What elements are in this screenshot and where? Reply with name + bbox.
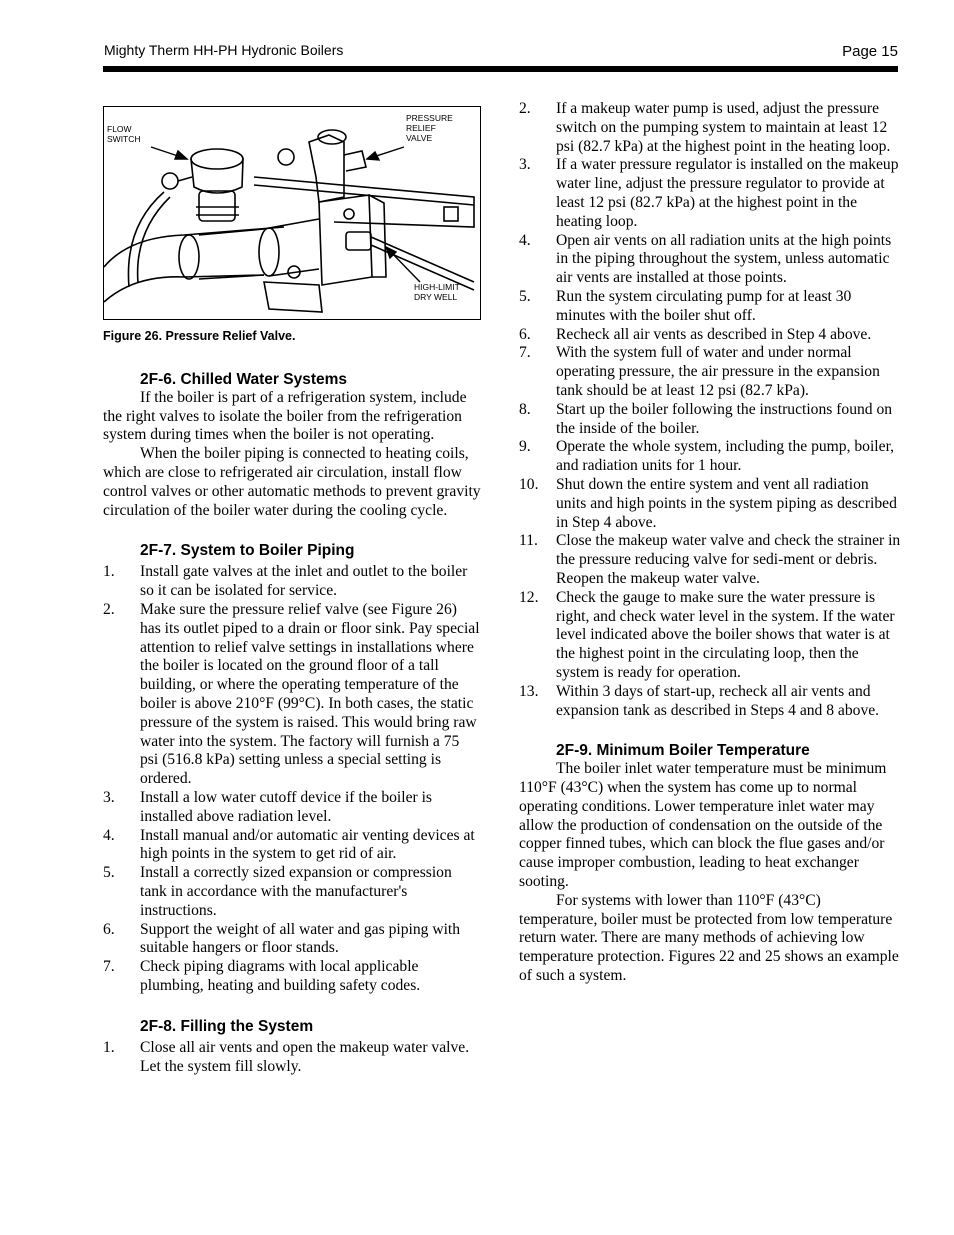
list-item: 12. Check the gauge to make sure the water pressure is right, and check water level in the system. If the water level indicated above the boiler shows that water is at the highest point in the circulating loop, then the system is ready for operation.	[519, 588, 895, 681]
list-item: 11. Close the makeup water valve and check the strainer in the pressure reducing valve for sedi-ment or debris. Reopen the makeup water valve.	[519, 532, 901, 587]
list-item: 7. With the system full of water and under normal operating pressure, the air pressure in the expansion tank should be at least 12 psi (82.7 kPa).	[519, 344, 880, 399]
list-item: 6. Recheck all air vents as described in Step 4 above.	[519, 325, 872, 343]
pressure-relief-valve-label: PRESSURE RELIEF VALVE	[406, 113, 453, 143]
high-limit-dry-well-label: HIGH-LIMIT DRY WELL	[414, 282, 460, 302]
list-item: 4. Open air vents on all radiation units at the high points in the piping throughout the system, unless automatic air vents are installed at those points.	[519, 231, 892, 287]
right-column	[519, 100, 901, 986]
filling-steps-list-continued	[519, 100, 901, 720]
list-item: 8. Start up the boiler following the instructions found on the inside of the boiler.	[519, 400, 893, 437]
left-column	[103, 106, 481, 1076]
paragraph: For systems with lower than 110°F (43°C) temperature, boiler must be protected from low temperature return water. There are many methods of achieving low temperature protection. Figures 22 and 25 shows an example of such a system.	[519, 891, 899, 985]
list-item: 1. Install gate valves at the inlet and outlet to the boiler so it can be isolated for service.	[103, 563, 468, 600]
list-item: 9. Operate the whole system, including the pump, boiler, and radiation units for 1 hour.	[519, 438, 895, 475]
list-item: 3. Install a low water cutoff device if the boiler is installed above radiation level.	[103, 788, 432, 825]
piping-steps-list	[103, 563, 481, 995]
filling-steps-list-start	[103, 1039, 481, 1077]
header-rule	[103, 66, 898, 72]
list-item: 5. Run the system circulating pump for at least 30 minutes with the boiler shut off.	[519, 287, 852, 324]
section-heading-2f9: 2F-9. Minimum Boiler Temperature	[556, 742, 810, 760]
paragraph: The boiler inlet water temperature must be minimum 110°F (43°C) when the system has come up to normal operating conditions. Lower temperature inlet water may allow the production of condensation on the outside of the copper finned tubes, which can block the flue gases and/or cause improper combustion, leading to heat exchanger sooting.	[519, 760, 887, 891]
section-heading-2f6: 2F-6. Chilled Water Systems	[140, 370, 348, 388]
section-heading-2f7: 2F-7. System to Boiler Piping	[140, 542, 355, 560]
flow-switch-label: FLOW SWITCH	[107, 124, 141, 144]
list-item: 1. Close all air vents and open the makeup water valve. Let the system fill slowly.	[103, 1038, 470, 1075]
list-item: 2. Make sure the pressure relief valve (see Figure 26) has its outlet piped to a drain or floor sink. Pay special attention to relief valve settings in installations where the boiler is located on the ground floor of a tall building, or where the operating temperature of the boiler is above 210°F (99°C). In both cases, the static pressure of the system is raised. This would bring raw water into the system. The factory will furnish a 75 psi (516.8 kPa) setting unless a special setting is ordered.	[103, 600, 480, 788]
section-heading-2f8: 2F-8. Filling the System	[140, 1017, 314, 1035]
list-item: 4. Install manual and/or automatic air venting devices at high points in the system to get rid of air.	[103, 826, 475, 863]
running-header-title: Mighty Therm HH-PH Hydronic Boilers	[104, 42, 344, 58]
paragraph: If the boiler is part of a refrigeration system, include the right valves to isolate the boiler from the refrigeration system during times when the boiler is not operating.	[103, 388, 467, 444]
list-item: 7. Check piping diagrams with local applicable plumbing, heating and building safety codes.	[103, 958, 421, 994]
figure-caption: Figure 26. Pressure Relief Valve.	[103, 329, 296, 343]
list-item: 13. Within 3 days of start-up, recheck all air vents and expansion tank as described in Steps 4 and 8 above.	[519, 682, 880, 719]
page-number: Page 15	[842, 43, 898, 60]
list-item: 10. Shut down the entire system and vent all radiation units and high points in the system piping as described in Step 4 above.	[519, 475, 897, 531]
paragraph: When the boiler piping is connected to heating coils, which are close to refrigerated air circulation, install flow control valves or other automatic methods to prevent gravity circulation of the boiler water during the cooling cycle.	[103, 445, 481, 519]
list-item: 3. If a water pressure regulator is installed on the makeup water line, adjust the pressure regulator to provide at least 12 psi (82.7 kPa) at the highest point in the heating loop.	[519, 156, 899, 230]
figure-26	[103, 106, 481, 320]
list-item: 2. If a makeup water pump is used, adjust the pressure switch on the pumping system to maintain at least 12 psi (82.7 kPa) at the highest point in the heating loop.	[519, 100, 891, 155]
list-item: 6. Support the weight of all water and gas piping with suitable hangers or floor stands.	[103, 920, 461, 957]
list-item: 5. Install a correctly sized expansion or compression tank in accordance with the manufacturer's instructions.	[103, 864, 452, 919]
